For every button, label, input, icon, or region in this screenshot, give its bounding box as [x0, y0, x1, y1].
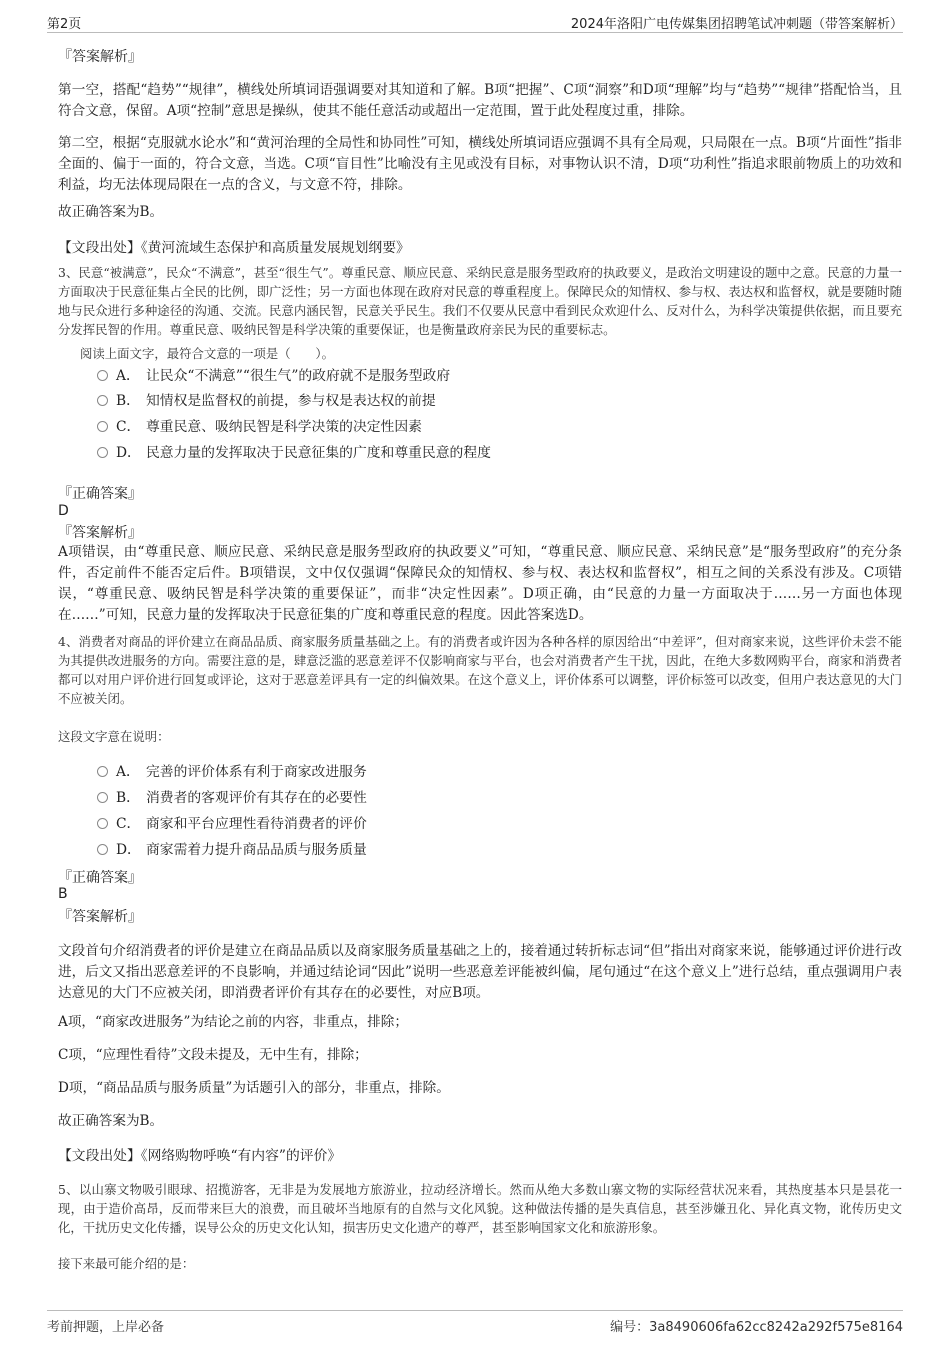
page-header [47, 10, 903, 33]
document-id: 编号：3a8490606fa62cc8242a292f575e8164 [610, 1320, 903, 1335]
q4-conclusion: 故正确答案为B。 [58, 1113, 164, 1129]
q3-option-c[interactable]: C． 尊重民意、吸纳民智是科学决策的决定性因素 [97, 418, 422, 436]
radio-icon[interactable] [97, 370, 108, 381]
q3-option-a[interactable]: A． 让民众“不满意”“很生气”的政府就不是服务型政府 [97, 367, 450, 385]
q2-analysis-p1: 第一空，搭配“趋势”“规律”，横线处所填词语强调要对其知道和了解。B项“把握”、C项“洞察”和D项“理解”均与“趋势”“规律”搭配恰当，且符合文意，保留。A项“控制”意思是操纵，使其不能任意活动或超出一定范围，置于此处程度过重，排除。 [58, 82, 902, 119]
footer-slogan: 考前押题，上岸必备 [47, 1320, 165, 1335]
q2-analysis-p2: 第二空，根据“克服就水论水”和“黄河治理的全局性和协同性”可知，横线处所填词语应强调不具有全局观，只局限在一点。B项“片面性”指非全面的、偏于一面的，符合文意，当选。C项“盲目性”比喻没有主见或没有目标，对事物认识不清，D项“功利性”指追求眼前物质上的功效和利益，均无法体现局限在一点的含义，与文意不符，排除。 [58, 135, 902, 193]
q3-option-b[interactable]: B． 知情权是监督权的前提，参与权是表达权的前提 [97, 392, 436, 410]
q4-option-d[interactable]: D． 商家需着力提升商品品质与服务质量 [97, 841, 367, 859]
q4-option-c[interactable]: C． 商家和平台应理性看待消费者的评价 [97, 815, 367, 833]
q3-analysis-label: 『答案解析』 [58, 525, 142, 541]
q4-analysis-a: A项，“商家改进服务”为结论之前的内容，非重点，排除； [58, 1014, 408, 1030]
q3-analysis: A项错误，由“尊重民意、顺应民意、采纳民意是服务型政府的执政要义”可知，“尊重民意、顺应民意、采纳民意”是“服务型政府”的充分条件，否定前件不能否定后件。B项错误，文中仅仅强调“保障民众的知情权、参与权、表达权和监督权”，相互之间的关系没有涉及。C项错误，“尊重民意、吸纳民智是科学决策的重要保证”，而非“决定性因素”。D项正确，由“民意的力量一方面取决于……另一方面也体现在……”可知，民意力量的发挥取决于民意征集的广度和尊重民意的程度。因此答案选D。 [58, 544, 902, 623]
q2-analysis-label: 『答案解析』 [58, 49, 142, 65]
q4-analysis-p1: 文段首句介绍消费者的评价是建立在商品品质以及商家服务质量基础之上的，接着通过转折标志词“但”指出对商家来说，能够通过评价进行改进，后文又指出恶意差评的不良影响，并通过结论词“因此”说明一些恶意差评能被纠偏，尾句通过“在这个意义上”进行总结，重点强调用户表达意见的大门不应被关闭，即消费者评价有其存在的必要性，对应B项。 [58, 943, 902, 1001]
q3-prompt: 阅读上面文字，最符合文意的一项是（ ）。 [80, 346, 335, 361]
radio-icon[interactable] [97, 844, 108, 855]
page-number: 第2页 [47, 17, 82, 32]
q4-option-a[interactable]: A． 完善的评价体系有利于商家改进服务 [97, 763, 367, 781]
q4-answer: B [58, 886, 68, 902]
q4-option-b[interactable]: B． 消费者的客观评价有其存在的必要性 [97, 789, 367, 807]
q4-source: 【文段出处】《网络购物呼唤“有内容”的评价》 [58, 1148, 342, 1164]
radio-icon[interactable] [97, 421, 108, 432]
q3-option-d[interactable]: D． 民意力量的发挥取决于民意征集的广度和尊重民意的程度 [97, 444, 491, 462]
q2-source: 【文段出处】《黄河流域生态保护和高质量发展规划纲要》 [58, 240, 410, 256]
q3-stem: 3、民意“被满意”，民众“不满意”，甚至“很生气”。尊重民意、顺应民意、采纳民意是服务型政府的执政要义，是政治文明建设的题中之意。民意的力量一方面取决于民意征集占全民的比例，即广泛性；另一方面也体现在政府对民意的尊重程度上。保障民众的知情权、参与权、表达权和监督权，就是要随时随地与民众进行多种途径的沟通、交流。民意内涵民智，民意关乎民生。我们不仅要从民意中看到民众欢迎什么、反对什么，为科学决策提供依据，而且要充分发挥民智的作用。尊重民意、吸纳民智是科学决策的重要保证，也是衡量政府亲民为民的重要标志。 [58, 265, 902, 337]
q2-conclusion: 故正确答案为B。 [58, 204, 164, 220]
q3-answer: D [58, 503, 69, 519]
q4-stem: 4、消费者对商品的评价建立在商品品质、商家服务质量基础之上。有的消费者或许因为各种各样的原因给出“中差评”，但对商家来说，这些评价未尝不能为其提供改进服务的方向。需要注意的是，肆意泛滥的恶意差评不仅影响商家与平台，也会对消费者产生干扰，因此，在绝大多数网购平台，商家和消费者都可以对用户评价进行回复或评论，这对于恶意差评具有一定的纠偏效果。在这个意义上，评价体系可以调整，评价标签可以改变，但用户表达意见的大门不应被关闭。 [58, 634, 902, 706]
q4-analysis-label: 『答案解析』 [58, 909, 142, 925]
radio-icon[interactable] [97, 792, 108, 803]
q5-stem: 5、以山寨文物吸引眼球、招揽游客，无非是为发展地方旅游业，拉动经济增长。然而从绝大多数山寨文物的实际经营状况来看，其热度基本只是昙花一现，由于造价高昂，反而带来巨大的浪费，而且破坏当地原有的自然与文化风貌。这种做法传播的是失真信息，甚至涉嫌丑化、异化真文物，讹传历史文化，干扰历史文化传播，误导公众的历史文化认知，损害历史文化遗产的尊严，甚至影响国家文化和旅游形象。 [58, 1182, 902, 1235]
q4-prompt: 这段文字意在说明： [58, 729, 170, 744]
q4-analysis-d: D项，“商品品质与服务质量”为话题引入的部分，非重点，排除。 [58, 1080, 450, 1096]
document-title: 2024年洛阳广电传媒集团招聘笔试冲刺题（带答案解析） [570, 17, 903, 32]
q3-answer-label: 『正确答案』 [58, 486, 142, 502]
radio-icon[interactable] [97, 447, 108, 458]
page-footer [47, 1310, 903, 1335]
radio-icon[interactable] [97, 818, 108, 829]
q5-prompt: 接下来最可能介绍的是： [58, 1256, 195, 1271]
radio-icon[interactable] [97, 766, 108, 777]
q4-answer-label: 『正确答案』 [58, 870, 142, 886]
q4-analysis-c: C项，“应理性看待”文段未提及，无中生有，排除； [58, 1047, 368, 1063]
radio-icon[interactable] [97, 395, 108, 406]
